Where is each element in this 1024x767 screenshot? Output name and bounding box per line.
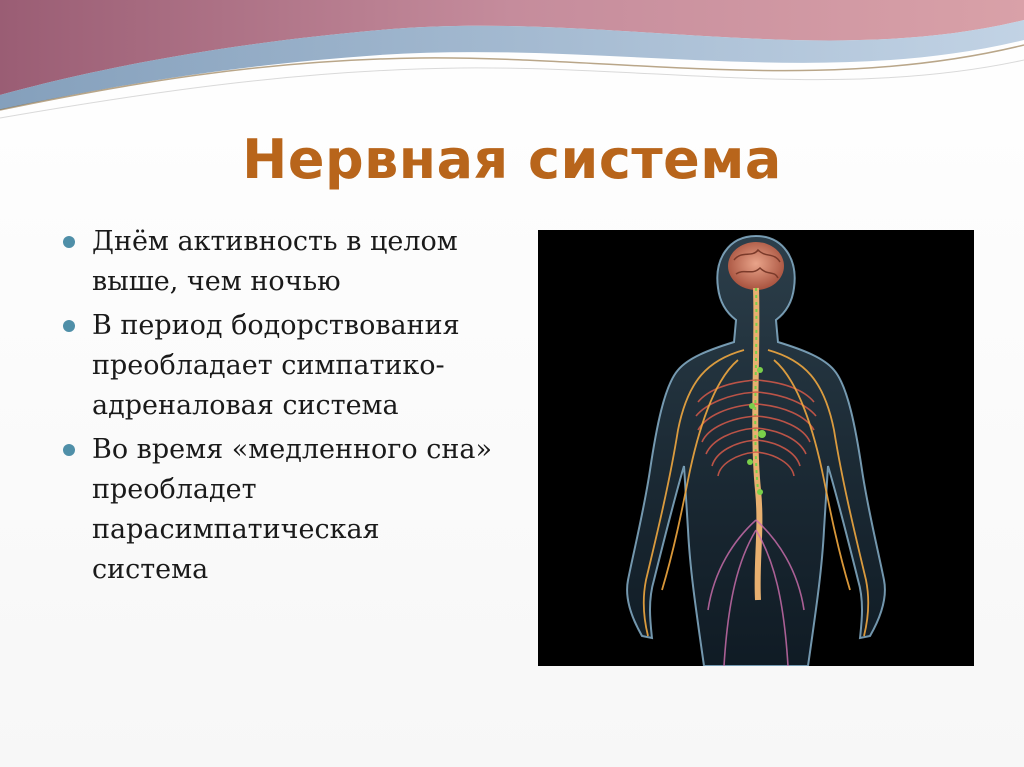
slide-title: Нервная система: [242, 128, 782, 191]
bullet-dot-icon: [63, 320, 75, 332]
bullet-text: Во время «медленного сна» преобладет парасимпатическая система: [92, 434, 492, 585]
bullet-list: [60, 222, 500, 594]
bullet-item: [60, 306, 500, 426]
bullet-text: В период бодорствования преобладает симпатико-адреналовая система: [92, 310, 460, 421]
bullet-item: [60, 430, 500, 590]
nervous-system-image: [538, 230, 974, 666]
bullet-text: Днём активность в целом выше, чем ночью: [92, 226, 458, 297]
human-nervous-system-icon: [538, 230, 974, 666]
bullet-dot-icon: [63, 444, 75, 456]
bullet-dot-icon: [63, 236, 75, 248]
bullet-item: [60, 222, 500, 302]
header-wave-decoration: [0, 0, 1024, 130]
